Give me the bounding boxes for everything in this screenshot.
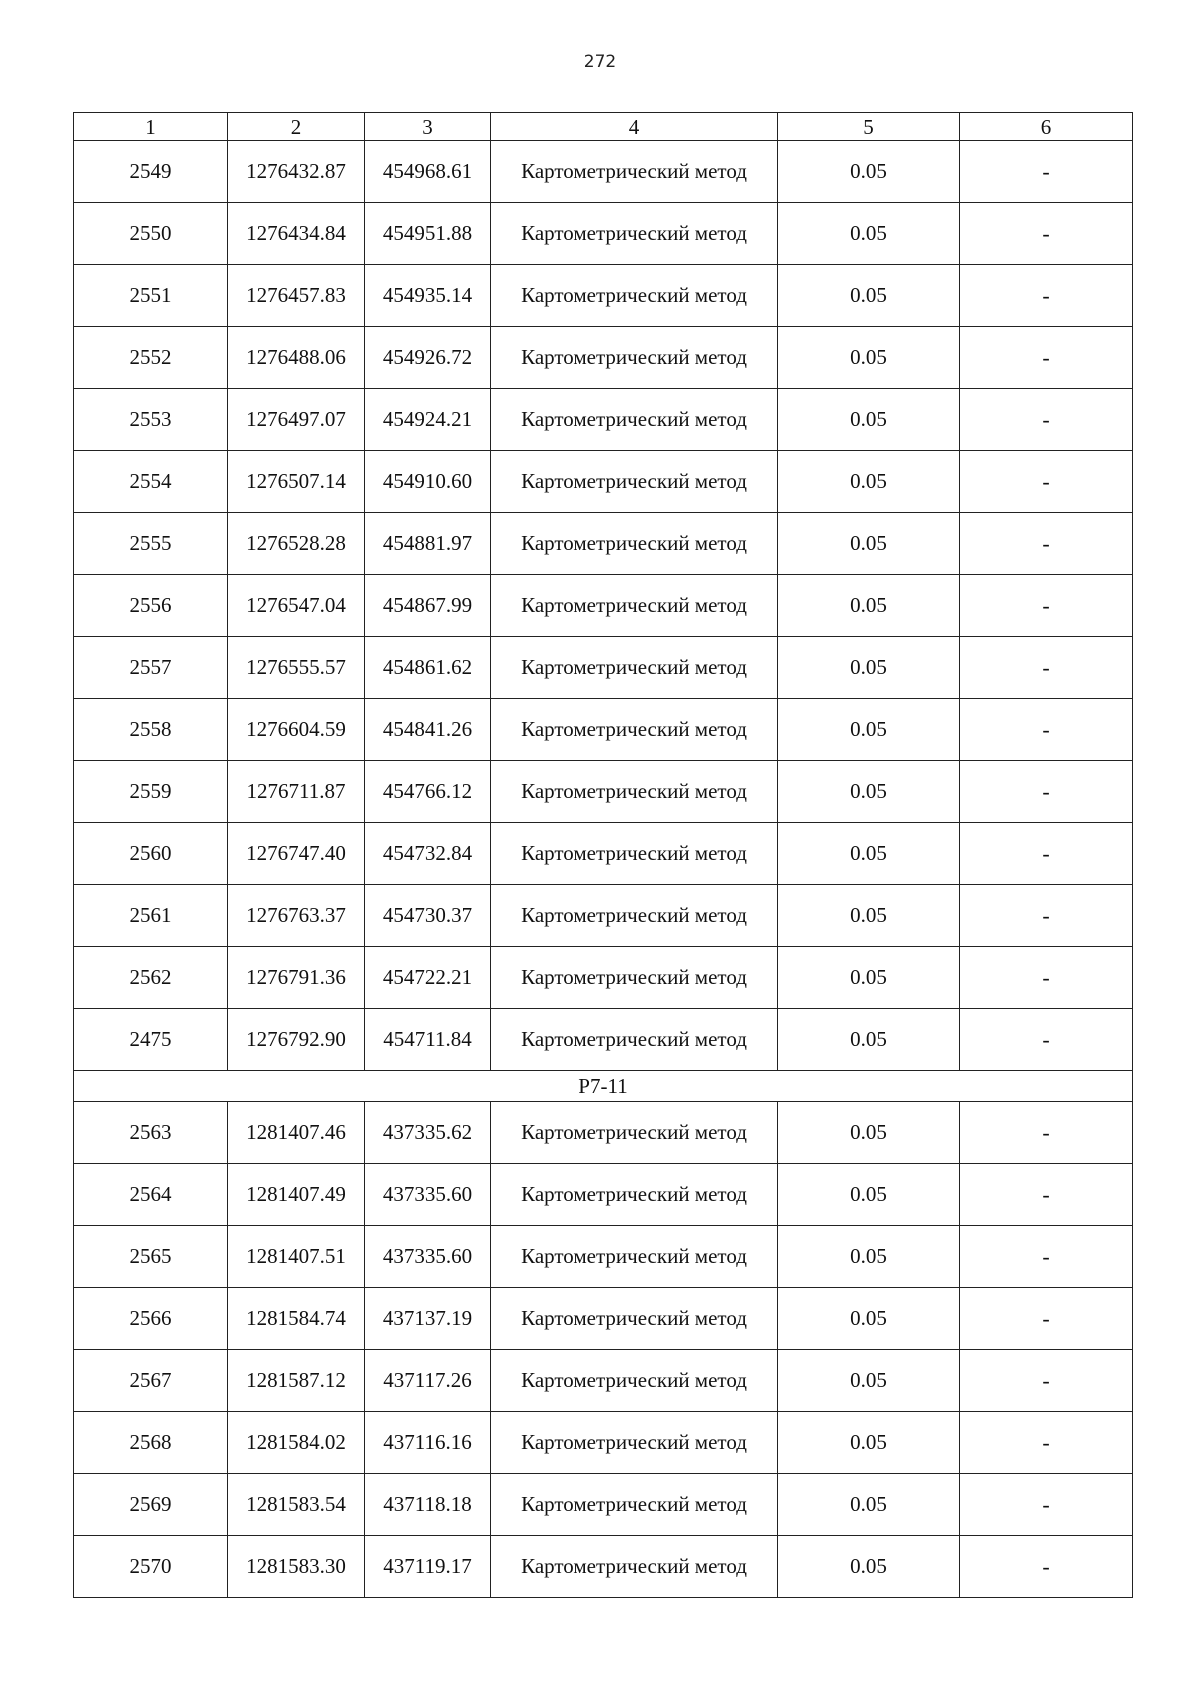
table-cell: 2555 (74, 513, 228, 575)
table-cell: 0.05 (778, 637, 960, 699)
table-cell: 1276555.57 (228, 637, 365, 699)
table-cell: 1276711.87 (228, 761, 365, 823)
table-cell: 1276747.40 (228, 823, 365, 885)
table-cell: Картометрический метод (491, 1412, 778, 1474)
table-cell: 2556 (74, 575, 228, 637)
table-cell: 1281584.74 (228, 1288, 365, 1350)
table-cell: 437335.60 (365, 1164, 491, 1226)
table-cell: 2569 (74, 1474, 228, 1536)
table-cell: - (960, 823, 1133, 885)
table-cell: 437118.18 (365, 1474, 491, 1536)
table-cell: 2557 (74, 637, 228, 699)
table-cell: 2559 (74, 761, 228, 823)
table-row (74, 451, 1133, 513)
table-row (74, 1536, 1133, 1598)
table-cell: Картометрический метод (491, 1102, 778, 1164)
table-cell: 0.05 (778, 823, 960, 885)
table-cell: - (960, 947, 1133, 1009)
table-cell: - (960, 1412, 1133, 1474)
table-cell: 2563 (74, 1102, 228, 1164)
table-cell: Картометрический метод (491, 513, 778, 575)
table-cell: - (960, 265, 1133, 327)
table-cell: Картометрический метод (491, 1350, 778, 1412)
table-row (74, 575, 1133, 637)
column-header: 5 (778, 113, 960, 141)
table-cell: 2564 (74, 1164, 228, 1226)
table-cell: Картометрический метод (491, 1164, 778, 1226)
table-cell: - (960, 575, 1133, 637)
table-cell: 0.05 (778, 203, 960, 265)
table-cell: 2550 (74, 203, 228, 265)
table-cell: 437137.19 (365, 1288, 491, 1350)
table-cell: 1281587.12 (228, 1350, 365, 1412)
table-cell: 2475 (74, 1009, 228, 1071)
table-cell: 0.05 (778, 1102, 960, 1164)
table-cell: 0.05 (778, 1009, 960, 1071)
table-cell: 0.05 (778, 265, 960, 327)
table-row (74, 1350, 1133, 1412)
table-cell: Картометрический метод (491, 575, 778, 637)
table-cell: - (960, 1226, 1133, 1288)
table-cell: - (960, 761, 1133, 823)
table-cell: 1276434.84 (228, 203, 365, 265)
table-cell: 437116.16 (365, 1412, 491, 1474)
table-cell: - (960, 1164, 1133, 1226)
table-row (74, 1288, 1133, 1350)
table-cell: 454766.12 (365, 761, 491, 823)
table-cell: 1281583.30 (228, 1536, 365, 1598)
table-cell: Картометрический метод (491, 699, 778, 761)
column-header: 2 (228, 113, 365, 141)
table-cell: 0.05 (778, 1412, 960, 1474)
table-cell: Картометрический метод (491, 1474, 778, 1536)
table-row (74, 203, 1133, 265)
table-cell: - (960, 141, 1133, 203)
table-cell: 1281407.51 (228, 1226, 365, 1288)
table-cell: 1281407.49 (228, 1164, 365, 1226)
table-cell: 0.05 (778, 947, 960, 1009)
table-cell: 454861.62 (365, 637, 491, 699)
table-cell: 454730.37 (365, 885, 491, 947)
table-cell: 1276604.59 (228, 699, 365, 761)
table-cell: 1281407.46 (228, 1102, 365, 1164)
table-cell: 454968.61 (365, 141, 491, 203)
table-cell: 2558 (74, 699, 228, 761)
table-cell: Картометрический метод (491, 265, 778, 327)
table-cell: 437335.62 (365, 1102, 491, 1164)
table-row (74, 761, 1133, 823)
coordinates-table (73, 112, 1133, 1598)
table-cell: - (960, 451, 1133, 513)
table-cell: - (960, 637, 1133, 699)
table-cell: - (960, 1102, 1133, 1164)
table-cell: - (960, 1536, 1133, 1598)
table-cell: 0.05 (778, 389, 960, 451)
table-cell: 1276792.90 (228, 1009, 365, 1071)
table-cell: 0.05 (778, 451, 960, 513)
table-cell: 2566 (74, 1288, 228, 1350)
header-row (74, 113, 1133, 141)
table-cell: 454924.21 (365, 389, 491, 451)
column-header: 6 (960, 113, 1133, 141)
table-cell: 2562 (74, 947, 228, 1009)
table-cell: 0.05 (778, 1288, 960, 1350)
table-row (74, 1412, 1133, 1474)
table-row (74, 265, 1133, 327)
table-row (74, 885, 1133, 947)
table-cell: 2567 (74, 1350, 228, 1412)
table-cell: 454926.72 (365, 327, 491, 389)
table-cell: - (960, 1288, 1133, 1350)
table-cell: - (960, 1350, 1133, 1412)
table-row (74, 327, 1133, 389)
table-cell: 2552 (74, 327, 228, 389)
table-cell: 454711.84 (365, 1009, 491, 1071)
table-cell: 454951.88 (365, 203, 491, 265)
table-cell: Картометрический метод (491, 1226, 778, 1288)
table-cell: Картометрический метод (491, 885, 778, 947)
section-row (74, 1071, 1133, 1102)
table-cell: Картометрический метод (491, 203, 778, 265)
table-row (74, 513, 1133, 575)
table-cell: 0.05 (778, 575, 960, 637)
table-cell: 1276791.36 (228, 947, 365, 1009)
table-cell: 454867.99 (365, 575, 491, 637)
table-cell: Картометрический метод (491, 141, 778, 203)
table-cell: 2551 (74, 265, 228, 327)
table-cell: 1281584.02 (228, 1412, 365, 1474)
table-cell: Картометрический метод (491, 327, 778, 389)
table-cell: 454732.84 (365, 823, 491, 885)
table-cell: - (960, 699, 1133, 761)
table-cell: - (960, 885, 1133, 947)
table-row (74, 1226, 1133, 1288)
table-row (74, 389, 1133, 451)
table-cell: 2553 (74, 389, 228, 451)
table-cell: 1276432.87 (228, 141, 365, 203)
column-header: 1 (74, 113, 228, 141)
table-cell: 1281583.54 (228, 1474, 365, 1536)
table-cell: 1276488.06 (228, 327, 365, 389)
table-cell: 2560 (74, 823, 228, 885)
table-cell: 454722.21 (365, 947, 491, 1009)
table-cell: 1276507.14 (228, 451, 365, 513)
table-cell: Картометрический метод (491, 761, 778, 823)
table-row (74, 1164, 1133, 1226)
table-cell: 0.05 (778, 1474, 960, 1536)
table-cell: Картометрический метод (491, 823, 778, 885)
table-cell: 0.05 (778, 1226, 960, 1288)
table-cell: 0.05 (778, 699, 960, 761)
table-cell: 2570 (74, 1536, 228, 1598)
table-cell: 0.05 (778, 327, 960, 389)
table-cell: - (960, 327, 1133, 389)
table-cell: - (960, 389, 1133, 451)
table-cell: 454841.26 (365, 699, 491, 761)
table-row (74, 823, 1133, 885)
table-cell: 0.05 (778, 141, 960, 203)
table-cell: - (960, 1474, 1133, 1536)
table-row (74, 1009, 1133, 1071)
table-cell: 2549 (74, 141, 228, 203)
table-row (74, 1102, 1133, 1164)
table-row (74, 637, 1133, 699)
table-body (74, 141, 1133, 1598)
table-row (74, 699, 1133, 761)
table-cell: Картометрический метод (491, 1288, 778, 1350)
table-cell: 0.05 (778, 1536, 960, 1598)
table-cell: 2568 (74, 1412, 228, 1474)
table-cell: Картометрический метод (491, 1536, 778, 1598)
table-row (74, 947, 1133, 1009)
table-cell: 2561 (74, 885, 228, 947)
table-cell: 2554 (74, 451, 228, 513)
table-cell: - (960, 513, 1133, 575)
table-cell: 1276528.28 (228, 513, 365, 575)
section-title: Р7-11 (74, 1071, 1133, 1102)
table-row (74, 1474, 1133, 1536)
table-cell: Картометрический метод (491, 947, 778, 1009)
table-cell: 2565 (74, 1226, 228, 1288)
table-cell: 454881.97 (365, 513, 491, 575)
table-cell: 1276763.37 (228, 885, 365, 947)
table-cell: - (960, 203, 1133, 265)
table-cell: Картометрический метод (491, 1009, 778, 1071)
table-cell: 0.05 (778, 761, 960, 823)
table-cell: 437119.17 (365, 1536, 491, 1598)
table-cell: 454910.60 (365, 451, 491, 513)
table-cell: 1276497.07 (228, 389, 365, 451)
page-number: 272 (583, 52, 617, 72)
table-cell: 1276457.83 (228, 265, 365, 327)
table-cell: Картометрический метод (491, 451, 778, 513)
column-header: 3 (365, 113, 491, 141)
column-header: 4 (491, 113, 778, 141)
table-cell: - (960, 1009, 1133, 1071)
table-cell: 0.05 (778, 1350, 960, 1412)
table-cell: 0.05 (778, 885, 960, 947)
table-cell: 0.05 (778, 1164, 960, 1226)
table-cell: 0.05 (778, 513, 960, 575)
table-cell: Картометрический метод (491, 637, 778, 699)
table-row (74, 141, 1133, 203)
table-cell: 454935.14 (365, 265, 491, 327)
table-cell: 1276547.04 (228, 575, 365, 637)
table-cell: 437335.60 (365, 1226, 491, 1288)
table-cell: 437117.26 (365, 1350, 491, 1412)
table-cell: Картометрический метод (491, 389, 778, 451)
